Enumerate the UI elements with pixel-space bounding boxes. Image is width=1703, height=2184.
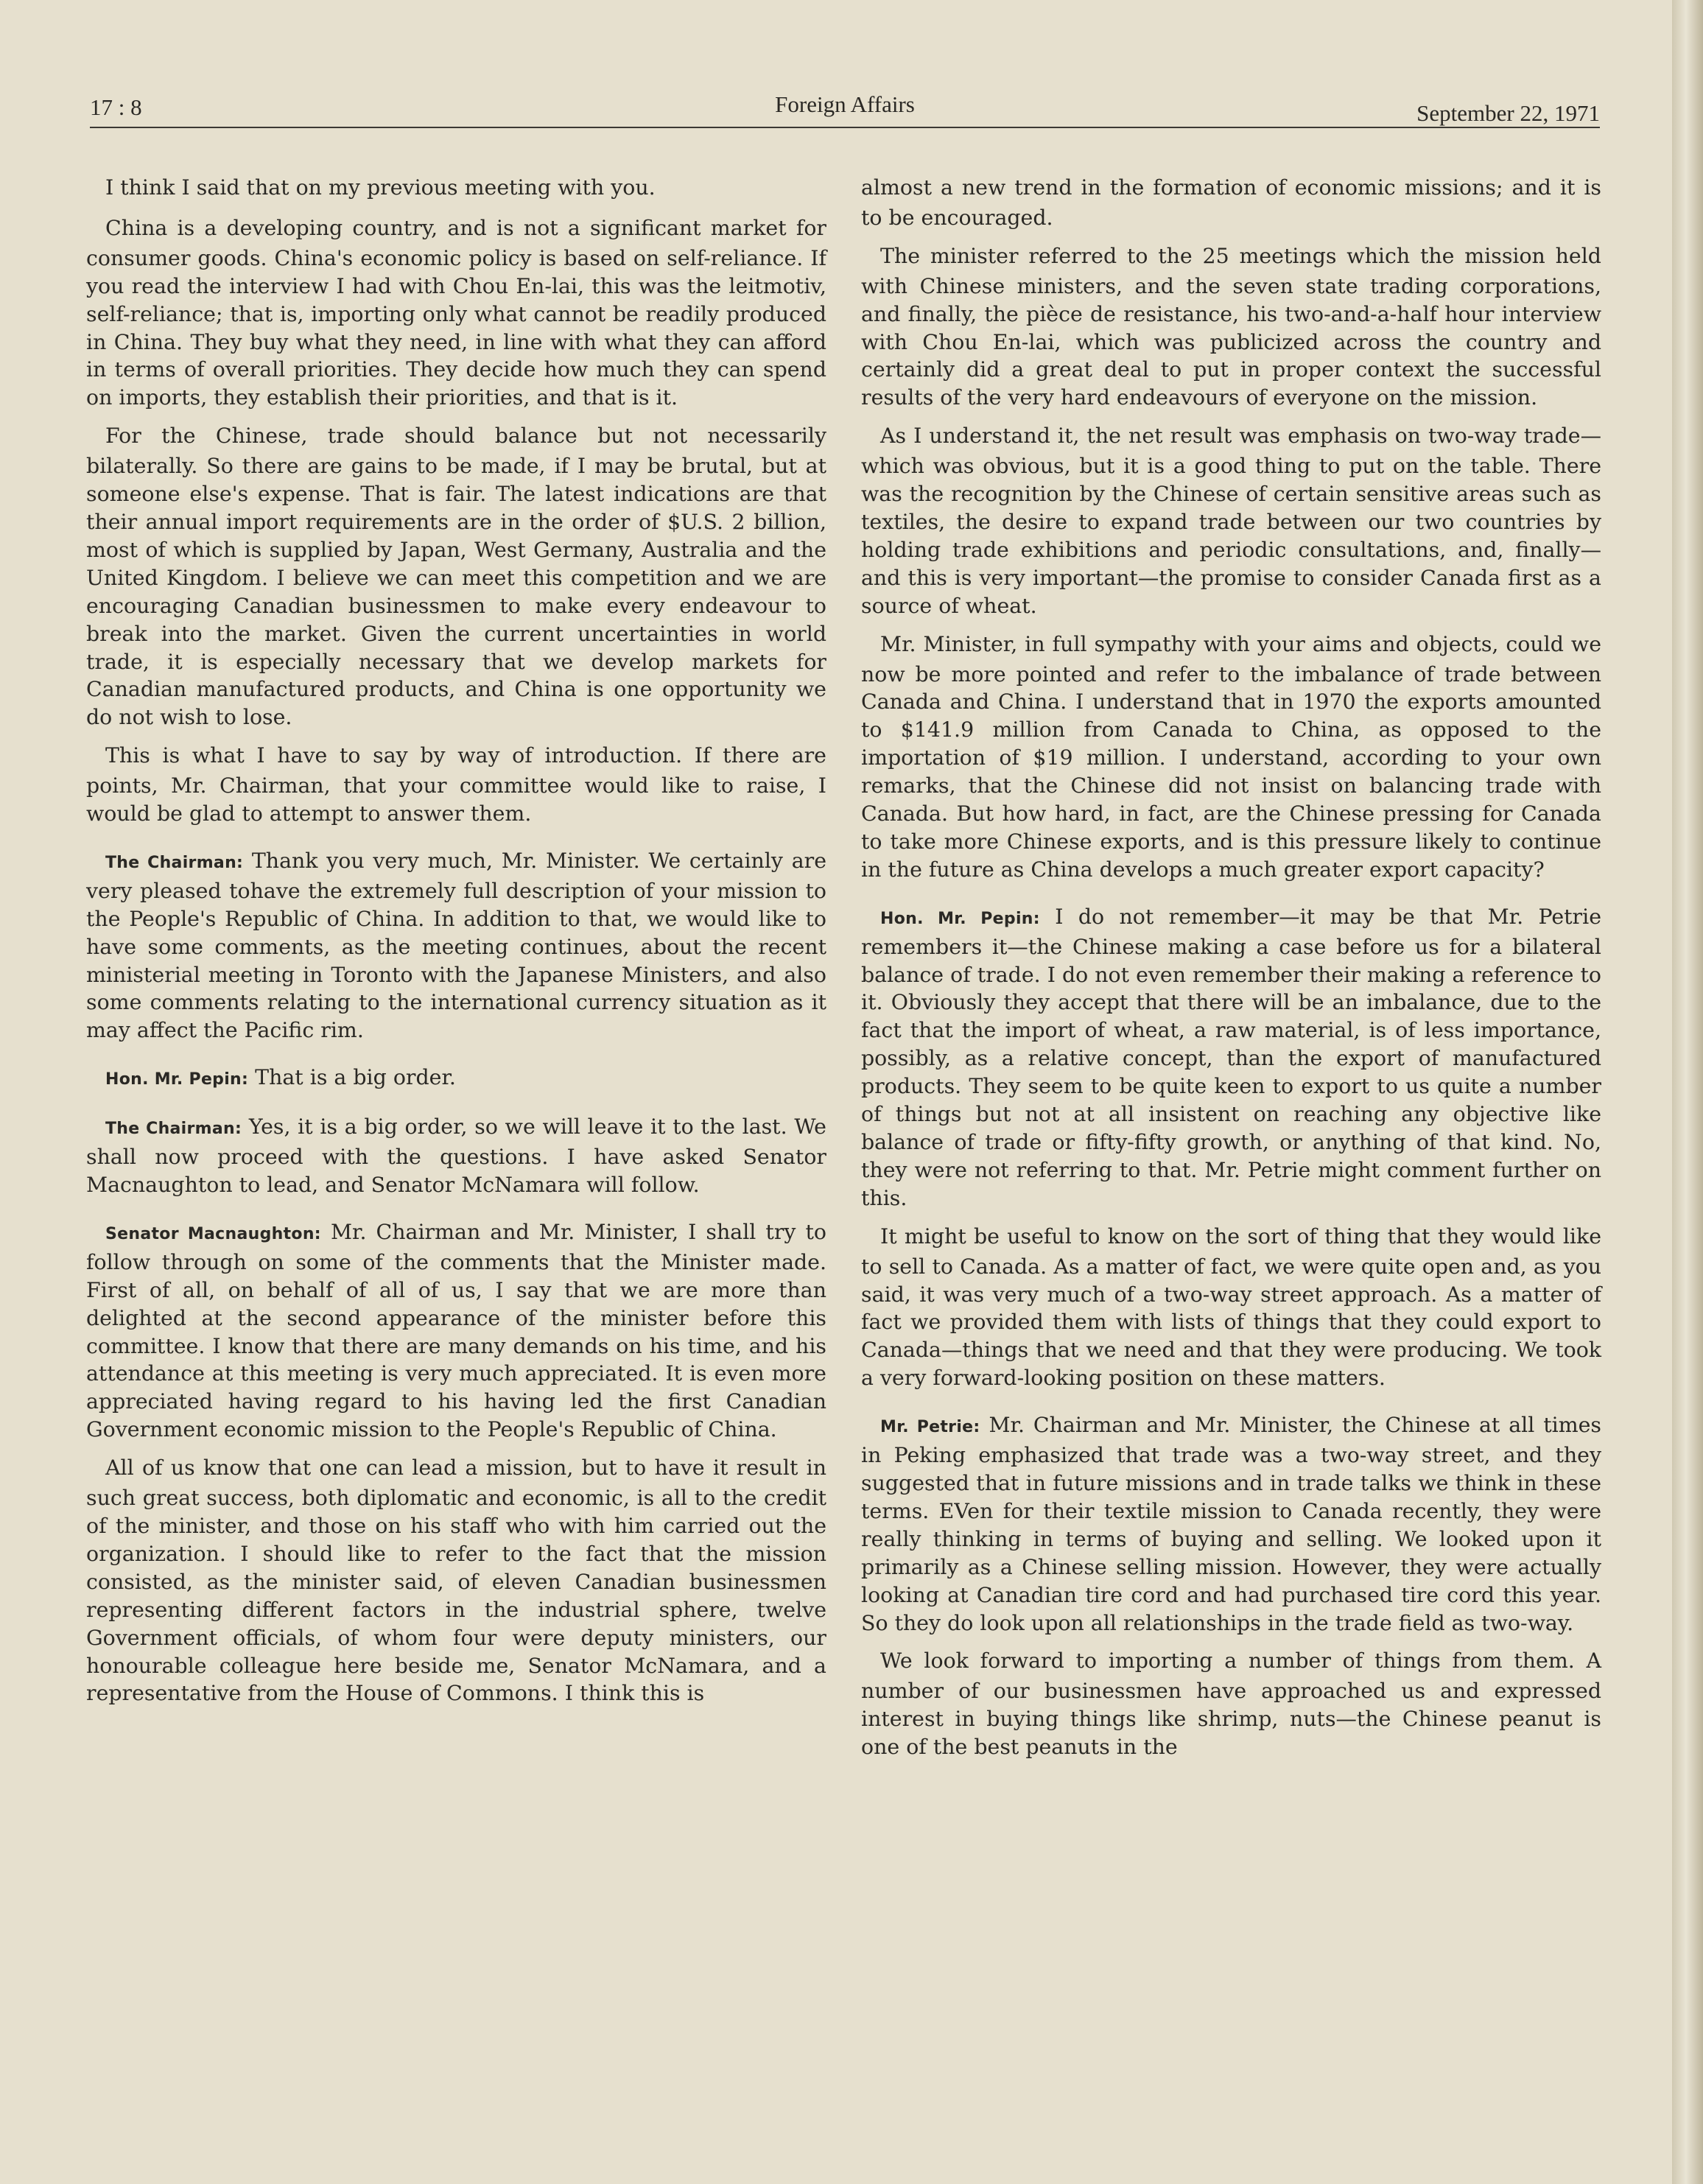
paragraph-text: We look forward to importing a number of things from them. A number of our businessmen have approached us and expressed interest in buying things like shrimp, nuts—the Chinese peanut is one of the best peanuts in the xyxy=(861,1648,1601,1760)
paragraph-text: This is what I have to say by way of introduction. If there are points, Mr. Chairman, that your committee would like to raise, I would be glad to attempt to answer them. xyxy=(86,743,826,826)
paragraph xyxy=(86,214,826,412)
paragraph-text: China is a developing country, and is not a significant market for consumer goods. China's economic policy is based on self-reliance. If you read the interview I had with Chou En-lai, this was the leitmotiv, self-reliance; that is, importing only what cannot be readily produced in China. They buy what they need, in line with what they can afford in terms of overall priorities. They decide how much they can spend on imports, they establish their priorities, and that is it. xyxy=(86,215,826,410)
speaker-label: Senator Macnaughton: xyxy=(105,1224,321,1243)
speaker-label: The Chairman: xyxy=(105,853,244,872)
paragraph-text: It might be useful to know on the sort of thing that they would like to sell to Canada. As a matter of fact, we were quite open and, as you said, it was very much of a two-way street approach. As a matter of fact we provided them with lists of things that they could export to Canada—things that we need and that they were producing. We took a very forward-looking position on these matters. xyxy=(861,1223,1601,1391)
paragraph xyxy=(86,1113,826,1199)
paragraph-text: almost a new trend in the formation of economic missions; and it is to be encouraged. xyxy=(861,175,1601,230)
paragraph-text: For the Chinese, trade should balance but not necessarily bilaterally. So there are gains to be made, if I may be brutal, but at someone else's expense. That is fair. The latest indications are that their annual import requirements are in the order of $U.S. 2 billion, most of which is supplied by Japan, West Germany, Australia and the United Kingdom. I believe we can meet this competition and we are encouraging Canadian businessmen to make every endeavour to break into the market. Given the current uncertainties in world trade, it is especially necessary that we develop markets for Canadian manufactured products, and China is one opportunity we do not wish to lose. xyxy=(86,424,826,730)
speaker-label: Mr. Petrie: xyxy=(880,1418,980,1437)
page-number: 17 : 8 xyxy=(90,94,142,120)
paragraph-text: That is a big order. xyxy=(255,1065,456,1090)
issue-date: September 22, 1971 xyxy=(1416,100,1600,126)
speaker-label: Hon. Mr. Pepin: xyxy=(880,909,1040,928)
paragraph xyxy=(86,742,826,828)
page-binding-edge xyxy=(1672,0,1703,2184)
paragraph xyxy=(861,1223,1601,1392)
paragraph-text: I do not remember—it may be that Mr. Petrie remembers it—the Chinese making a case before us for a bilateral balance of trade. I do not even remember their making a reference to it. Obviously they accept that there will be an imbalance, due to the fact that the import of wheat, a raw material, is of less importance, possibly, as a relative concept, than the export of manufactured products. They seem to be quite keen to export to us quite a number of things but not at all insistent on reaching any objective like balance of trade or fifty-fifty growth, or anything of that kind. No, they were not referring to that. Mr. Petrie might comment further on this. xyxy=(861,904,1601,1210)
paragraph-text: Thank you very much, Mr. Minister. We certainly are very pleased tohave the extremely full description of your mission to the People's Republic of China. In addition to that, we would like to have some comments, as the meeting continues, about the recent ministerial meeting in Toronto with the Japanese Ministers, and also some comments relating to the international currency situation as it may affect the Pacific rim. xyxy=(86,848,826,1043)
header-rule xyxy=(90,127,1600,128)
speaker-label: The Chairman: xyxy=(105,1120,242,1139)
paragraph-text: I think I said that on my previous meeting with you. xyxy=(105,175,656,200)
paragraph-text: All of us know that one can lead a mission, but to have it result in such great success, both diplomatic and economic, is all to the credit of the minister, and those on his staff who with him carried out the organization. I should like to refer to the fact that the mission consisted, as the minister said, of eleven Canadian businessmen representing different factors in the industrial sphere, twelve Government officials, of whom four were deputy ministers, our honourable colleague here beside me, Senator McNamara, and a representative from the House of Commons. I think this is xyxy=(86,1456,826,1706)
paragraph xyxy=(86,422,826,731)
paragraph xyxy=(86,1064,826,1094)
running-header xyxy=(90,90,1600,127)
paragraph xyxy=(861,631,1601,884)
paragraph xyxy=(86,174,826,204)
paragraph-text: The minister referred to the 25 meetings which the mission held with Chinese ministers, and the seven state trading corporations, and finally, the pièce de resistance, his two-and-a-half hour interview with Chou En-lai, which was publicized across the country and certainly did a great deal to put in proper context the successful results of the very hard endeavours of everyone on the mission. xyxy=(861,243,1601,410)
paragraph-text: Yes, it is a big order, so we will leave it to the last. We shall now proceed with the questions. I have asked Senator Macnaughton to lead, and Senator McNamara will follow. xyxy=(86,1114,826,1197)
paragraph xyxy=(861,1647,1601,1761)
paragraph xyxy=(861,422,1601,619)
paragraph xyxy=(861,1411,1601,1637)
paragraph-text: As I understand it, the net result was emphasis on two-way trade—which was obvious, but it is a good thing to put on the table. There was the recognition by the Chinese of certain sensitive areas such as textiles, the desire to expand trade between our two countries by holding trade exhibitions and periodic consultations, and, finally—and this is very important—the promise to consider Canada first as a source of wheat. xyxy=(861,424,1601,618)
paragraph-text: Mr. Chairman and Mr. Minister, the Chinese at all times in Peking emphasized that trade was a two-way street, and they suggested that in future missions and in trade talks we think in these terms. EVen for their textile mission to Canada recently, they were really thinking in terms of buying and selling. We looked upon it primarily as a Chinese selling mission. However, they were actually looking at Canadian tire cord and had purchased tire cord this year. So they do look upon all relationships in the trade field as two-way. xyxy=(861,1413,1601,1635)
paragraph xyxy=(86,1218,826,1444)
left-column xyxy=(86,174,826,1718)
paragraph xyxy=(861,903,1601,1212)
right-column xyxy=(861,174,1601,1772)
publication-title: Foreign Affairs xyxy=(775,91,915,117)
paragraph xyxy=(861,242,1601,412)
speaker-label: Hon. Mr. Pepin: xyxy=(105,1070,249,1089)
paragraph xyxy=(861,174,1601,232)
paragraph xyxy=(86,1454,826,1707)
paragraph xyxy=(86,847,826,1044)
paragraph-text: Mr. Chairman and Mr. Minister, I shall try to follow through on some of the comments that the Minister made. First of all, on behalf of all of us, I say that we are more than delighted at the second appearance of the minister before this committee. I know that there are many demands on his time, and his attendance at this meeting is very much appreciated. It is even more appreciated having regard to his having led the first Canadian Government economic mission to the People's Republic of China. xyxy=(86,1219,826,1442)
paragraph-text: Mr. Minister, in full sympathy with your aims and objects, could we now be more pointed and refer to the imbalance of trade between Canada and China. I understand that in 1970 the exports amounted to $141.9 million from Canada to China, as opposed to the importation of $19 million. I understand, according to your own remarks, that the Chinese did not insist on balancing trade with Canada. But how hard, in fact, are the Chinese pressing for Canada to take more Chinese exports, and is this pressure likely to continue in the future as China develops a much greater export capacity? xyxy=(861,631,1601,882)
